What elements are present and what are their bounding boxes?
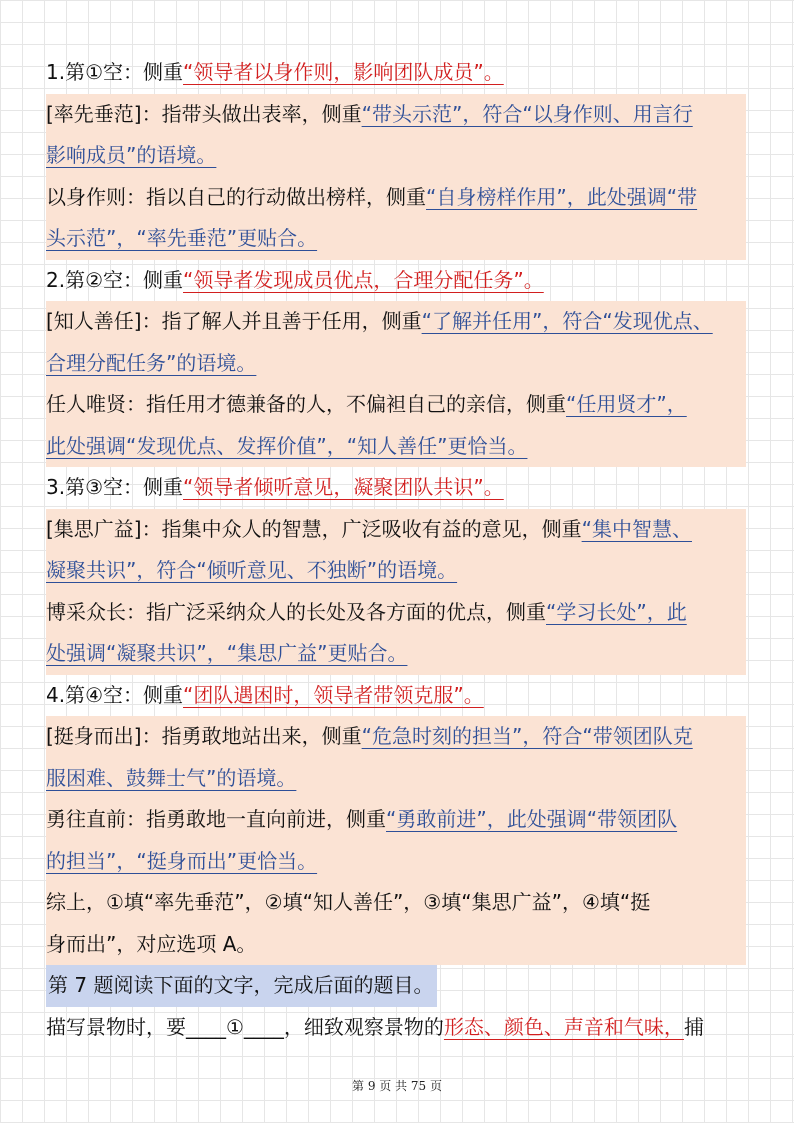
item-1-option-2-line-2: 头示范”，“率先垂范”更贴合。	[46, 218, 746, 260]
item-2-option-2-line-1: 任人唯贤：指任用才德兼备的人，不偏袒自己的亲信，侧重“任用贤才”，	[46, 384, 746, 426]
item-3-option-2-line-1: 博采众长：指广泛采纳众人的长处及各方面的优点，侧重“学习长处”，此	[46, 592, 746, 634]
item-4-key-phrase: “团队遇困时，领导者带领克服”。	[183, 682, 484, 707]
item-3-key-phrase: “领导者倾听意见，凝聚团队共识”。	[183, 475, 504, 499]
item-1-heading: 1.第①空：侧重“领导者以身作则，影响团队成员”。	[46, 60, 504, 84]
item-1-option-1-line-1: [率先垂范]：指带头做出表率，侧重“带头示范”，符合“以身作则、用言行	[46, 94, 746, 136]
document-body	[46, 52, 746, 1048]
item-1-option-1-line-2: 影响成员”的语境。	[46, 135, 746, 177]
page-number-footer: 第 9 页 共 75 页	[352, 1079, 442, 1093]
item-4-option-2-line-1: 勇往直前：指勇敢地一直向前进，侧重“勇敢前进”，此处强调“带领团队	[46, 799, 746, 841]
item-1-key-phrase: “领导者以身作则，影响团队成员”。	[183, 60, 504, 84]
summary-line-1: 综上，①填“率先垂范”，②填“知人善任”，③填“集思广益”，④填“挺	[46, 882, 746, 924]
item-3-option-2-line-2: 处强调“凝聚共识”，“集思广益”更贴合。	[46, 633, 746, 675]
item-4-option-1-line-1: [挺身而出]：指勇敢地站出来，侧重“危急时刻的担当”，符合“带领团队克	[46, 716, 746, 758]
item-1-option-2-line-1: 以身作则：指以自己的行动做出榜样，侧重“自身榜样作用”，此处强调“带	[46, 177, 746, 219]
summary-line-2: 身而出”，对应选项 A。	[46, 924, 746, 966]
item-4-heading: 4.第④空：侧重“团队遇困时，领导者带领克服”。	[46, 682, 484, 707]
item-2-heading: 2.第②空：侧重“领导者发现成员优点，合理分配任务”。	[46, 267, 544, 292]
item-3-option-1-line-1: [集思广益]：指集中众人的智慧，广泛吸收有益的意见，侧重“集中智慧、	[46, 509, 746, 551]
item-3-option-1-line-2: 凝聚共识”，符合“倾听意见、不独断”的语境。	[46, 550, 746, 592]
item-3-heading: 3.第③空：侧重“领导者倾听意见，凝聚团队共识”。	[46, 475, 504, 499]
item-2-key-phrase: “领导者发现成员优点，合理分配任务”。	[183, 267, 544, 292]
item-2-option-2-line-2: 此处强调“发现优点、发挥价值”，“知人善任”更恰当。	[46, 426, 746, 468]
item-4-option-2-line-2: 的担当”，“挺身而出”更恰当。	[46, 841, 746, 883]
passage-line: 描写景物时，要____①____，细致观察景物的形态、颜色、声音和气味，捕	[46, 1014, 704, 1039]
item-2-option-1-line-2: 合理分配任务”的语境。	[46, 343, 746, 385]
passage-key-phrase: 形态、颜色、声音和气味，	[443, 1014, 684, 1039]
question-title: 第 7 题阅读下面的文字，完成后面的题目。	[46, 965, 437, 1007]
item-2-option-1-line-1: [知人善任]：指了解人并且善于任用，侧重“了解并任用”，符合“发现优点、	[46, 301, 746, 343]
question-title-row	[46, 965, 746, 1007]
item-4-option-1-line-2: 服困难、鼓舞士气”的语境。	[46, 758, 746, 800]
